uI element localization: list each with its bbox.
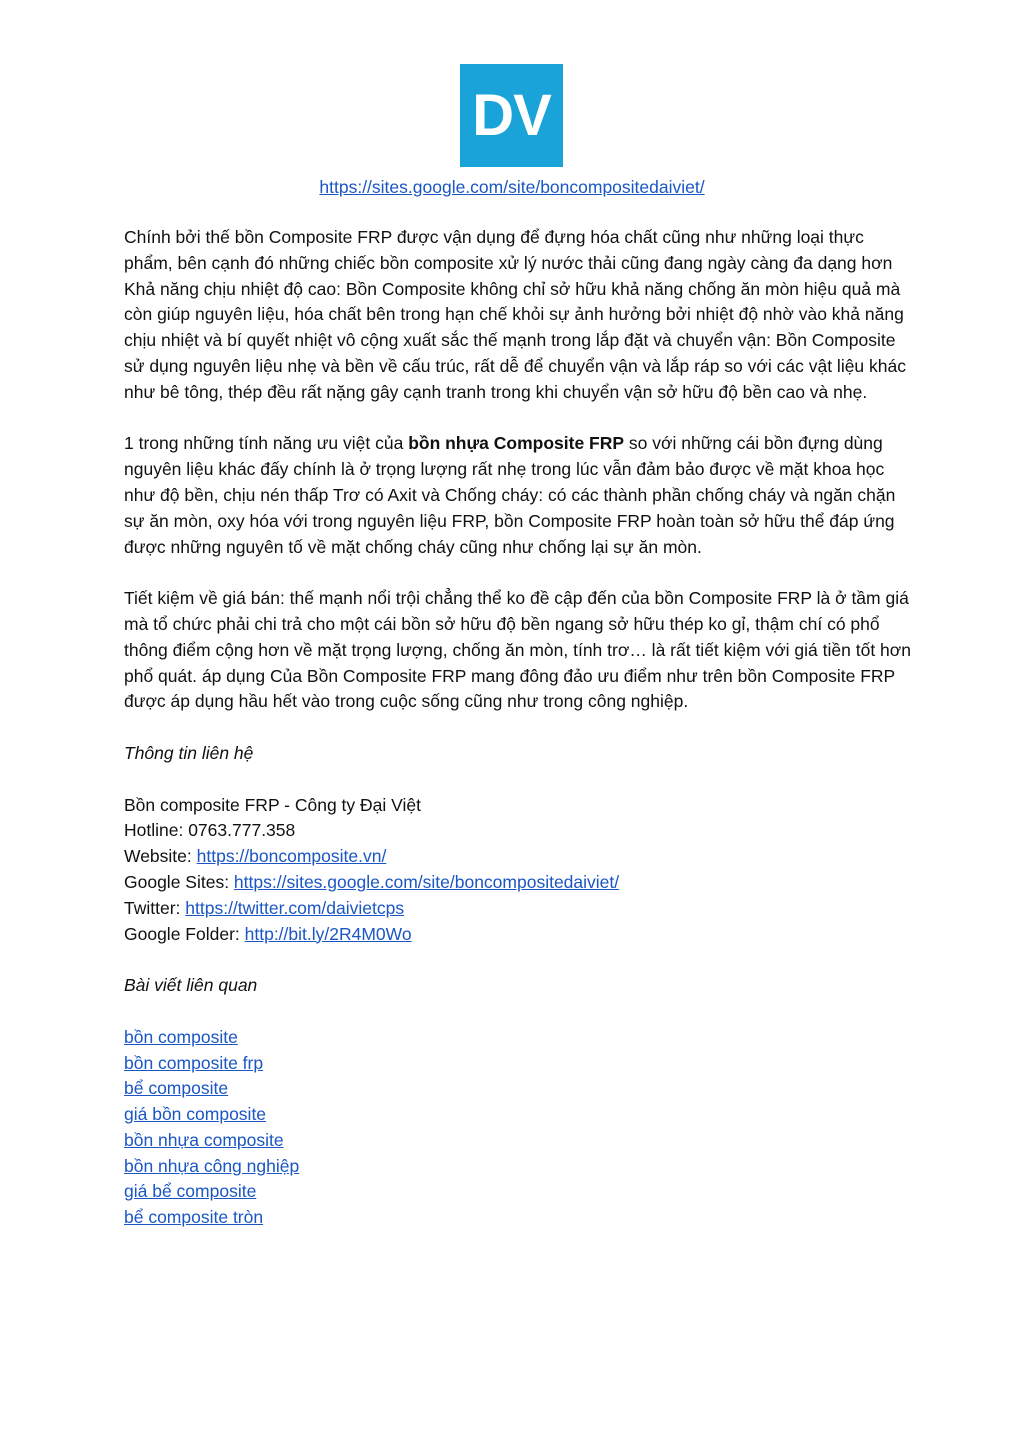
related-link[interactable]: giá bể composite [124, 1181, 257, 1202]
twitter-label: Twitter: [124, 897, 186, 918]
hotline-label: Hotline: [124, 820, 189, 841]
contact-website [124, 844, 914, 870]
related-link[interactable]: bồn composite [124, 1026, 238, 1047]
paragraph-2-text-a: 1 trong những tính năng ưu việt của [124, 433, 409, 454]
paragraph-3: Tiết kiệm về giá bán: thế mạnh nổi trội chẳng thể ko đề cập đến của bồn Composite FRP là ở tầm giá mà tổ chức phải chi trả cho một cái bồn sở hữu độ bền ngang sở hữu thép ko gỉ, thậm chí có phổ thông điểm cộng hơn về mặt trọng lượng, chống ăn mòn, tính trơ… là rất tiết kiệm với giá tiền tốt hơn phổ quát. áp dụng Của Bồn Composite FRP mang đông đảo ưu điểm như trên bồn Composite FRP được áp dụng hầu hết vào trong cuộc sống cũng như trong công nghiệp. [124, 588, 911, 712]
paragraph-1: Chính bởi thế bồn Composite FRP được vận dụng để đựng hóa chất cũng như những loại thực phẩm, bên cạnh đó những chiếc bồn composite xử lý nước thải cũng đang ngày càng đa dạng hơn Khả năng chịu nhiệt độ cao: Bồn Composite không chỉ sở hữu khả năng chống ăn mòn hiệu quả mà còn giúp nguyên liệu, hóa chất bên trong hạn chế khỏi sự ảnh hưởng bởi nhiệt độ nhờ vào khả năng chịu nhiệt và bí quyết nhiệt vô cộng xuất sắc thế mạnh trong lắp đặt và chuyển vận: Bồn Composite sử dụng nguyên liệu nhẹ và bền về cấu trúc, rất dễ để chuyển vận và lắp ráp so với các vật liệu khác như bê tông, thép đều rất nặng gây cạnh tranh trong khi chuyển vận sở hữu độ bền cao và nhẹ. [124, 227, 906, 402]
paragraph-2-text-b: so với những cái bồn đựng dùng nguyên liệu khác đấy chính là ở trọng lượng rất nhẹ trong lúc vẫn đảm bảo được về mặt khoa học như độ bền, chịu nén thấp Trơ có Axit và Chống cháy: có các thành phần chống cháy và ngăn chặn sự ăn mòn, oxy hóa với trong nguyên liệu FRP, bồn Composite FRP hoàn toàn sở hữu thể đáp ứng được những nguyên tố về mặt chống cháy cũng như chống lại sự ăn mòn. [124, 433, 896, 557]
contact-block [124, 793, 914, 948]
document-body [124, 225, 914, 1231]
google-folder-label: Google Folder: [124, 923, 245, 944]
contact-heading: Thông tin liên hệ [124, 742, 254, 763]
contact-google-sites [124, 870, 914, 896]
related-link[interactable]: bể composite tròn [124, 1207, 264, 1228]
company-logo: DV [460, 64, 563, 167]
contact-twitter [124, 896, 914, 922]
hotline-number: 0763.777.358 [188, 820, 296, 841]
website-label: Website: [124, 846, 197, 867]
twitter-link[interactable]: https://twitter.com/daivietcps [185, 897, 405, 918]
related-link[interactable]: bể composite [124, 1078, 229, 1099]
header-google-sites-link[interactable]: https://sites.google.com/site/boncompositedaiviet/ [319, 177, 705, 197]
paragraph-2-bold: bồn nhựa Composite FRP [408, 433, 625, 454]
google-sites-link[interactable]: https://sites.google.com/site/boncompositedaiviet/ [233, 871, 620, 892]
website-link[interactable]: https://boncomposite.vn/ [196, 846, 387, 867]
contact-company: Bồn composite FRP - Công ty Đại Việt [124, 794, 421, 815]
related-heading: Bài viết liên quan [124, 975, 258, 996]
paragraph-2 [124, 431, 914, 560]
related-links-list [124, 1025, 914, 1231]
header-link-row [0, 175, 1024, 199]
google-sites-label: Google Sites: [124, 871, 234, 892]
related-link[interactable]: bồn nhựa composite [124, 1129, 284, 1150]
related-link[interactable]: giá bồn composite [124, 1104, 267, 1125]
contact-google-folder [124, 922, 914, 948]
related-link[interactable]: bồn composite frp [124, 1052, 264, 1073]
related-link[interactable]: bồn nhựa công nghiệp [124, 1155, 300, 1176]
google-folder-link[interactable]: http://bit.ly/2R4M0Wo [244, 923, 412, 944]
contact-hotline [124, 818, 914, 844]
